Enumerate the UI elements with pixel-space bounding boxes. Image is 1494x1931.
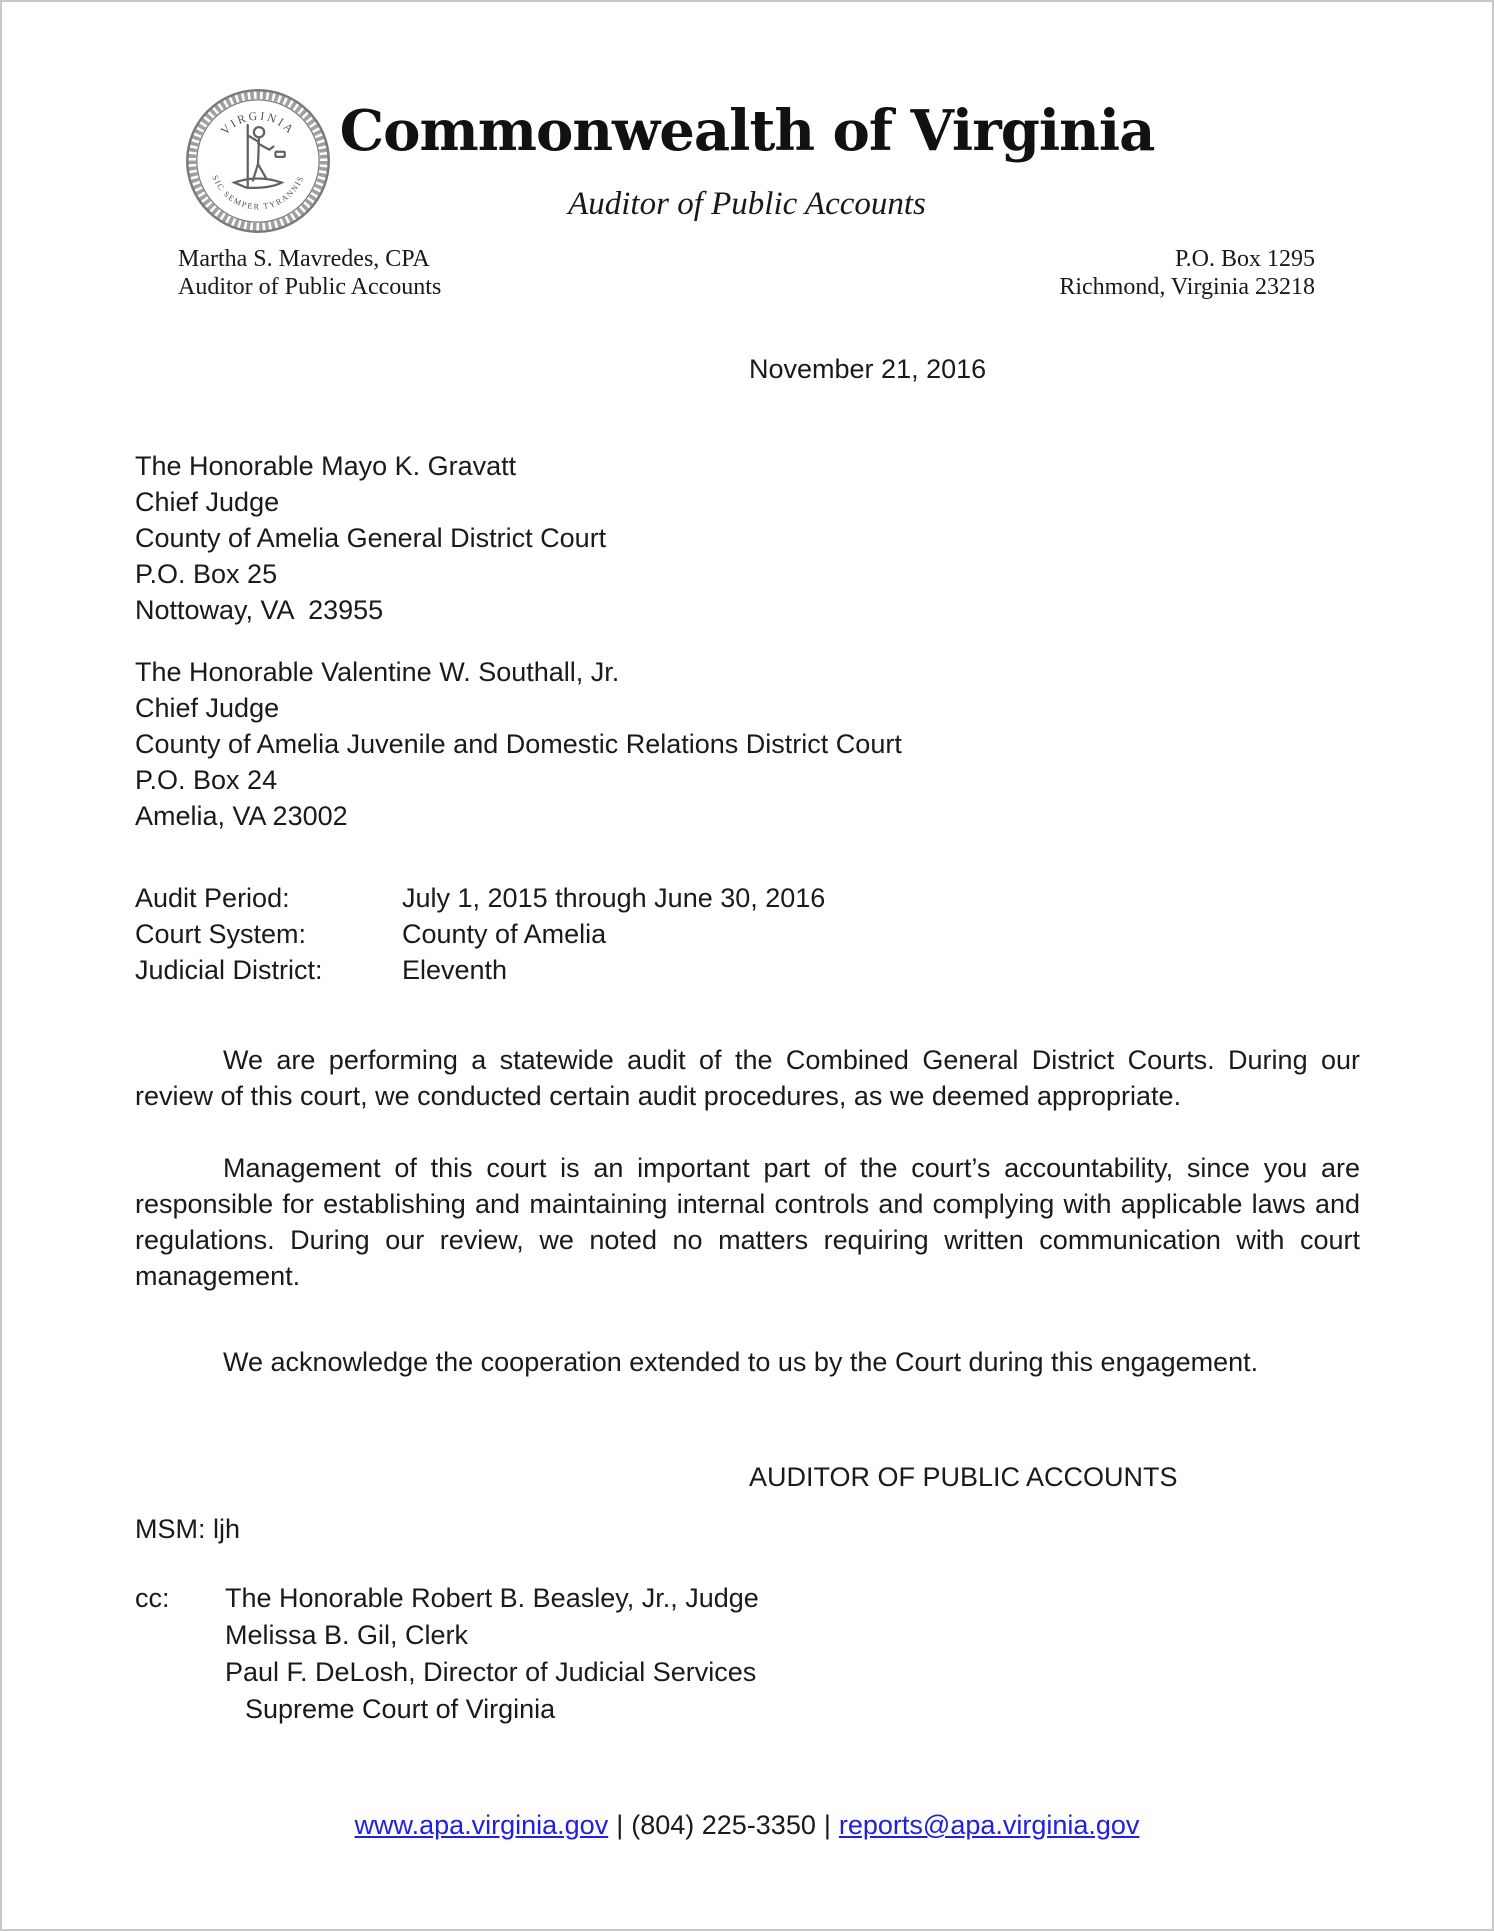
recipient-line: Chief Judge [135, 693, 280, 723]
recipient-line: The Honorable Valentine W. Southall, Jr. [135, 657, 620, 687]
audit-info [135, 880, 825, 988]
seal-bottom-text: SIC SEMPER TYRANNIS [210, 173, 306, 212]
audit-info-row [135, 880, 825, 916]
cc-name: Paul F. DeLosh, Director of Judicial Services [225, 1657, 757, 1687]
officer-title: Auditor of Public Accounts [178, 274, 442, 300]
audit-info-row [135, 916, 825, 952]
city-state-zip: Richmond, Virginia 23218 [1059, 274, 1315, 300]
judicial-district-value: Eleventh [402, 955, 508, 985]
body-paragraph-2: Management of this court is an important part of the court’s accountability, since you are responsible for establishing and maintaining internal controls and complying with applicable laws and regulations. During our review, we noted no matters requiring written communication with court management. [135, 1153, 1360, 1291]
office-address-block [1059, 245, 1315, 301]
letter-date: November 21, 2016 [749, 354, 987, 384]
po-box: P.O. Box 1295 [1174, 246, 1315, 272]
cc-label: cc: [135, 1583, 170, 1613]
signature-org-name: AUDITOR OF PUBLIC ACCOUNTS [749, 1462, 1178, 1492]
recipient-block-2 [135, 654, 902, 834]
officer-name: Martha S. Mavredes, CPA [178, 246, 430, 272]
footer-contact-bar [2, 1810, 1492, 1841]
audit-period-value: July 1, 2015 through June 30, 2016 [402, 883, 826, 913]
letterhead-subtitle: Auditor of Public Accounts [568, 186, 926, 222]
cc-name: The Honorable Robert B. Beasley, Jr., Judge [225, 1583, 759, 1613]
cc-name: Supreme Court of Virginia [245, 1694, 556, 1724]
officer-block [178, 245, 441, 301]
cc-names [225, 1580, 759, 1728]
audit-info-row [135, 952, 825, 988]
body-paragraph-3: We acknowledge the cooperation extended to us by the Court during this engagement. [223, 1347, 1259, 1377]
seal-top-text: VIRGINIA [217, 108, 299, 138]
recipient-line: Amelia, VA 23002 [135, 801, 348, 831]
footer-separator: | [616, 1810, 624, 1840]
cc-block [135, 1580, 759, 1728]
judicial-district-label: Judicial District: [135, 955, 323, 985]
cc-name: Melissa B. Gil, Clerk [225, 1620, 469, 1650]
recipient-line: Nottoway, VA 23955 [135, 595, 384, 625]
recipient-line: P.O. Box 25 [135, 559, 278, 589]
footer-phone: (804) 225-3350 [631, 1810, 816, 1840]
recipient-line: Chief Judge [135, 487, 280, 517]
body-paragraph-1: We are performing a statewide audit of the Combined General District Courts. During our review of this court, we conducted certain audit procedures, as we deemed appropriate. [135, 1045, 1360, 1111]
website-link[interactable]: www.apa.virginia.gov [354, 1810, 609, 1840]
letter-page [2, 2, 1492, 1929]
recipient-line: P.O. Box 24 [135, 765, 278, 795]
recipient-line: County of Amelia Juvenile and Domestic Relations District Court [135, 729, 902, 759]
court-system-value: County of Amelia [402, 919, 607, 949]
court-system-label: Court System: [135, 919, 307, 949]
footer-separator: | [823, 1810, 831, 1840]
letterhead-title: Commonwealth of Virginia [339, 98, 1155, 164]
email-link[interactable]: reports@apa.virginia.gov [838, 1810, 1140, 1840]
recipient-block-1 [135, 448, 606, 628]
recipient-line: County of Amelia General District Court [135, 523, 607, 553]
reference-initials: MSM: ljh [135, 1514, 241, 1544]
audit-period-label: Audit Period: [135, 883, 290, 913]
recipient-line: The Honorable Mayo K. Gravatt [135, 451, 517, 481]
